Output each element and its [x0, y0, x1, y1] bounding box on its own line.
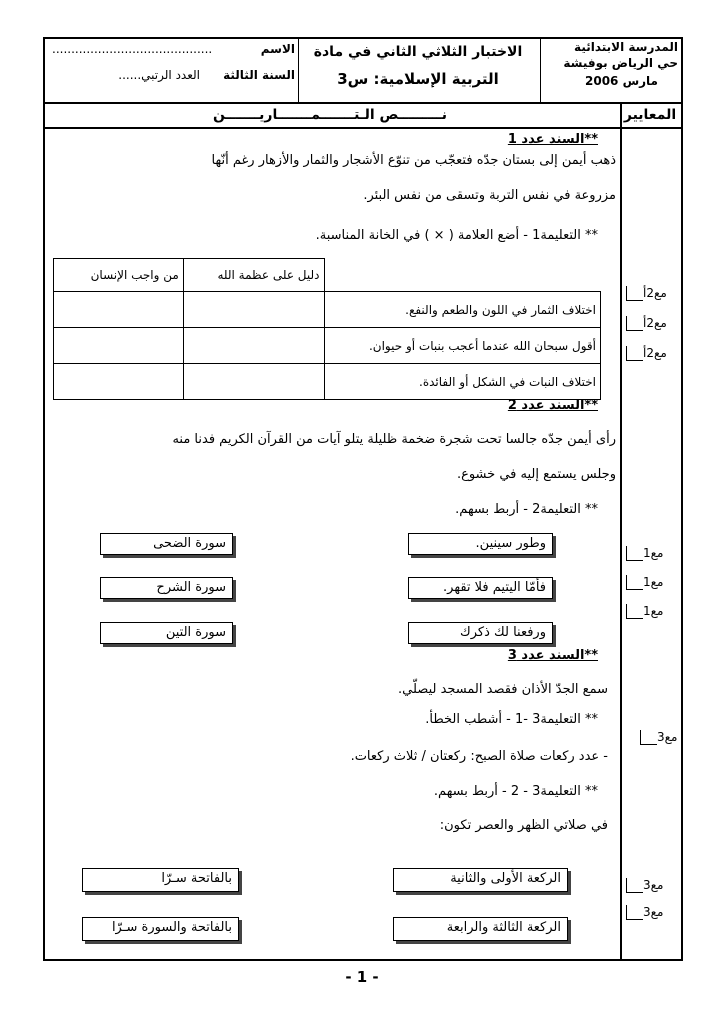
table-row [54, 364, 601, 400]
recitation-box-1[interactable]: بالفاتحة سـرّا [82, 868, 239, 892]
criteria-checkbox[interactable] [626, 346, 643, 361]
criteria-checkbox[interactable] [626, 546, 643, 561]
frame-left [43, 37, 45, 961]
criteria-checkbox[interactable] [626, 286, 643, 301]
header-vsep-2 [540, 37, 541, 103]
frame-top [43, 37, 683, 39]
table-cell-evidence[interactable] [183, 292, 324, 328]
section1-title: **السند عدد 1 [507, 132, 598, 147]
table-cell-evidence[interactable] [183, 364, 324, 400]
table-row [54, 292, 601, 328]
criteria-vsep [620, 102, 622, 960]
criteria-checkbox[interactable] [626, 878, 643, 893]
section3-instruction-2: ** التعليمة3 - 2 - أربط بسهم. [433, 784, 598, 799]
columns-divider [43, 127, 683, 129]
test-subject: التربية الإسلامية: س3 [337, 70, 499, 88]
section1-text-2: مزروعة في نفس التربة وتسقى من نفس البئر. [363, 188, 616, 203]
frame-bottom [43, 959, 683, 961]
surah-box-1[interactable]: سورة الضحى [100, 533, 233, 555]
section2-text-1: رأى أيمن جدّه جالسا تحت شجرة ضخمة ظليلة يتلو آيات من القرآن الكريم فدنا منه [172, 432, 616, 447]
section1-table [53, 258, 601, 400]
section1-instruction: ** التعليمة1 - أضع العلامة ( × ) في الخانة المناسبة. [315, 228, 598, 243]
name-dots: .......................................... [52, 42, 213, 56]
criteria-c3a[interactable]: مع3 [640, 730, 677, 745]
table-cell-duty[interactable] [54, 328, 184, 364]
criteria-checkbox[interactable] [626, 905, 643, 920]
rakaa-box-1[interactable]: الركعة الأولى والثانية [393, 868, 568, 892]
test-title: الاختبار الثلاثي الثاني في مادة [313, 44, 523, 60]
rakaa-box-2[interactable]: الركعة الثالثة والرابعة [393, 917, 568, 941]
year-label: السنة الثالثة [223, 68, 295, 82]
criteria-checkbox[interactable] [626, 316, 643, 331]
exercises-header: نـــــــــص الـتـــــــمـــــــاريـــــــن [213, 107, 447, 123]
table-row-statement: اختلاف النبات في الشكل أو الفائدة. [324, 364, 600, 400]
header-vsep-1 [298, 37, 299, 103]
criteria-c1-3[interactable]: مع2أ [626, 346, 667, 361]
verse-box-1[interactable]: وطور سينين. [408, 533, 553, 555]
section2-instruction: ** التعليمة2 - أربط بسهم. [455, 502, 598, 517]
test-date: مارس 2006 [585, 74, 658, 88]
table-cell-evidence[interactable] [183, 328, 324, 364]
criteria-header: المعايير [623, 107, 677, 123]
verse-box-3[interactable]: ورفعنا لك ذكرك [408, 622, 553, 644]
table-row [54, 328, 601, 364]
surah-box-3[interactable]: سورة التين [100, 622, 233, 644]
table-header-duty: من واجب الإنسان [54, 259, 184, 292]
section3-instruction-1: ** التعليمة3 -1 - أشطب الخطأ. [425, 712, 598, 727]
verse-box-2[interactable]: فأمّا اليتيم فلا تقهر. [408, 577, 553, 599]
name-label: الاسم [260, 42, 295, 56]
section3-statement[interactable]: - عدد ركعات صلاة الصبح: ركعتان / ثلاث ركعات. [350, 749, 608, 764]
criteria-c1-1[interactable]: مع2أ [626, 286, 667, 301]
section2-text-2: وجلس يستمع إليه في خشوع. [456, 467, 616, 482]
criteria-checkbox[interactable] [640, 730, 657, 745]
criteria-c3b-2[interactable]: مع3 [626, 905, 663, 920]
recitation-box-2[interactable]: بالفاتحة والسورة سـرّا [82, 917, 239, 941]
criteria-c2-2[interactable]: مع1 [626, 575, 663, 590]
header-divider [43, 102, 683, 104]
school-area: حي الرياض بوفيشة [563, 56, 678, 70]
school-name: المدرسة الابتدائية [574, 40, 678, 54]
criteria-checkbox[interactable] [626, 604, 643, 619]
criteria-c1-2[interactable]: مع2أ [626, 316, 667, 331]
criteria-c3b-1[interactable]: مع3 [626, 878, 663, 893]
table-row-statement: أقول سبحان الله عندما أعجب بنبات أو حيوان. [324, 328, 600, 364]
rank-label: العدد الرتبي...... [118, 68, 200, 82]
table-header-row [54, 259, 601, 292]
page-number: - 1 - [345, 968, 379, 986]
table-cell-duty[interactable] [54, 292, 184, 328]
table-row-statement: اختلاف الثمار في اللون والطعم والنفع. [324, 292, 600, 328]
criteria-c2-1[interactable]: مع1 [626, 546, 663, 561]
section1-text-1: ذهب أيمن إلى بستان جدّه فتعجّب من تنوّع الأشجار والثمار والأزهار رغم أنّها [211, 153, 616, 168]
table-header-evidence: دليل على عظمة الله [183, 259, 324, 292]
table-header-empty [324, 259, 600, 292]
section2-title: **السند عدد 2 [507, 398, 598, 413]
section3-title: **السند عدد 3 [507, 648, 598, 663]
section3-text-1: سمع الجدّ الأذان فقصد المسجد ليصلّي. [398, 682, 608, 697]
table-cell-duty[interactable] [54, 364, 184, 400]
criteria-c2-3[interactable]: مع1 [626, 604, 663, 619]
section3-prompt: في صلاتي الظهر والعصر تكون: [439, 818, 608, 833]
frame-right [681, 37, 683, 961]
criteria-checkbox[interactable] [626, 575, 643, 590]
surah-box-2[interactable]: سورة الشرح [100, 577, 233, 599]
